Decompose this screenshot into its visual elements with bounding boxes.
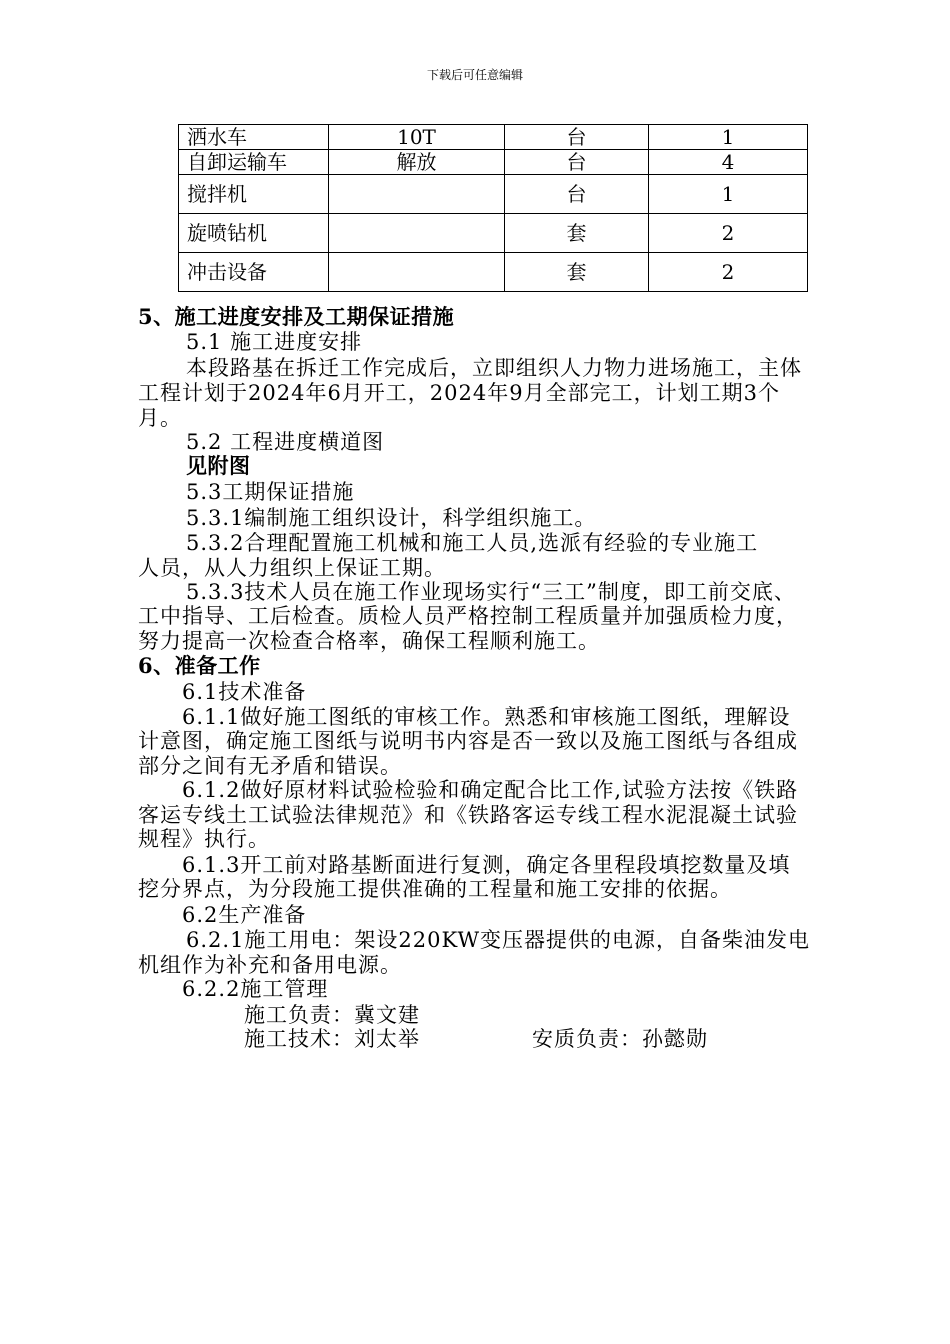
paragraph-line: 努力提高一次检查合格率，确保工程顺利施工。 — [138, 629, 600, 653]
equipment-name: 搅拌机 — [179, 175, 329, 214]
table-row — [179, 214, 808, 253]
table-row — [179, 125, 808, 150]
section-6-2-heading: 6.2生产准备 — [182, 903, 307, 927]
equipment-unit: 台 — [505, 150, 649, 175]
paragraph-line: 部分之间有无矛盾和错误。 — [138, 754, 402, 778]
section-6-2-2-heading: 6.2.2施工管理 — [182, 977, 329, 1001]
attachment-note: 见附图 — [186, 453, 251, 478]
equipment-unit: 台 — [505, 125, 649, 150]
paragraph-line: 5.3.2合理配置施工机械和施工人员,选派有经验的专业施工 — [186, 531, 759, 555]
manager-safety: 安质负责：孙懿勋 — [532, 1027, 708, 1051]
equipment-qty: 4 — [649, 150, 808, 175]
equipment-spec: 10T — [329, 125, 505, 150]
paragraph-line: 机组作为补充和备用电源。 — [138, 953, 402, 977]
section-5-1-heading: 5.1 施工进度安排 — [186, 330, 363, 354]
paragraph-line: 6.1.2做好原材料试验检验和确定配合比工作,试验方法按《铁路 — [182, 778, 799, 802]
section-6-heading: 6、准备工作 — [138, 653, 261, 678]
paragraph-line: 本段路基在拆迁工作完成后，立即组织人力物力进场施工，主体 — [186, 356, 802, 380]
paragraph-line: 5.3.3技术人员在施工作业现场实行“三工”制度，即工前交底、 — [186, 580, 796, 604]
equipment-name: 洒水车 — [179, 125, 329, 150]
paragraph-line: 6.1.1做好施工图纸的审核工作。熟悉和审核施工图纸，理解设 — [182, 705, 791, 729]
equipment-unit: 套 — [505, 214, 649, 253]
equipment-name: 自卸运输车 — [179, 150, 329, 175]
equipment-spec — [329, 214, 505, 253]
equipment-qty: 2 — [649, 253, 808, 292]
equipment-spec — [329, 253, 505, 292]
header-note: 下载后可任意编辑 — [426, 68, 523, 82]
paragraph-line: 月。 — [138, 406, 182, 430]
equipment-name: 旋喷钻机 — [179, 214, 329, 253]
table-row — [179, 175, 808, 214]
table-row — [179, 150, 808, 175]
section-5-3-heading: 5.3工期保证措施 — [186, 480, 355, 504]
equipment-qty: 1 — [649, 125, 808, 150]
paragraph-line: 工中指导、工后检查。质检人员严格控制工程质量并加强质检力度， — [138, 604, 798, 628]
equipment-table — [178, 124, 808, 292]
paragraph-line: 规程》执行。 — [138, 827, 270, 851]
section-6-1-heading: 6.1技术准备 — [182, 680, 307, 704]
section-5-heading: 5、施工进度安排及工期保证措施 — [138, 304, 455, 329]
paragraph-line: 人员，从人力组织上保证工期。 — [138, 556, 446, 580]
manager-lead: 施工负责：冀文建 — [244, 1003, 420, 1027]
paragraph-line: 6.1.3开工前对路基断面进行复测，确定各里程段填挖数量及填 — [182, 853, 791, 877]
paragraph-line: 5.3.1编制施工组织设计，科学组织施工。 — [186, 506, 597, 530]
equipment-unit: 套 — [505, 253, 649, 292]
paragraph-line: 挖分界点，为分段施工提供准确的工程量和施工安排的依据。 — [138, 877, 732, 901]
paragraph-line: 客运专线土工试验法律规范》和《铁路客运专线工程水泥混凝土试验 — [138, 803, 798, 827]
equipment-qty: 2 — [649, 214, 808, 253]
equipment-name: 冲击设备 — [179, 253, 329, 292]
equipment-qty: 1 — [649, 175, 808, 214]
equipment-unit: 台 — [505, 175, 649, 214]
paragraph-line: 工程计划于2024年6月开工，2024年9月全部完工，计划工期3个 — [138, 381, 780, 405]
manager-tech: 施工技术：刘太举 — [244, 1027, 420, 1051]
equipment-spec — [329, 175, 505, 214]
paragraph-line: 6.2.1施工用电：架设220KW变压器提供的电源，自备柴油发电 — [186, 928, 811, 952]
section-5-2-heading: 5.2 工程进度横道图 — [186, 430, 385, 454]
paragraph-line: 计意图，确定施工图纸与说明书内容是否一致以及施工图纸与各组成 — [138, 729, 798, 753]
equipment-spec: 解放 — [329, 150, 505, 175]
table-row — [179, 253, 808, 292]
